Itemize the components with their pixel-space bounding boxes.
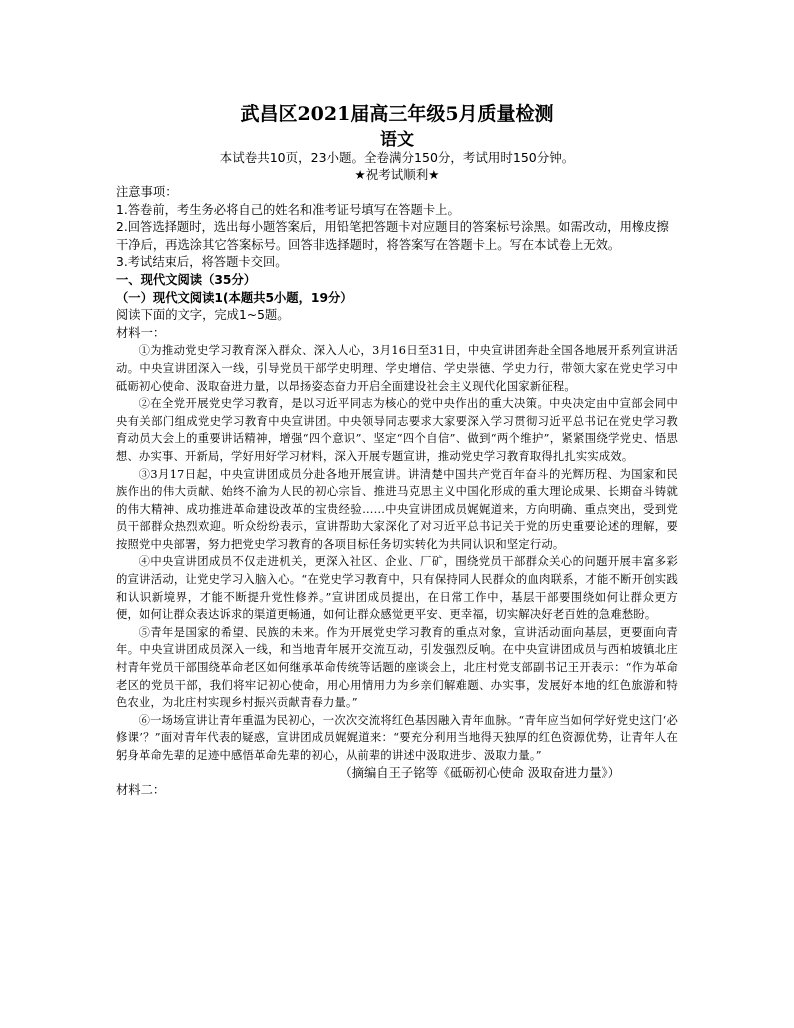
notice-item-3: 3.考试结束后，将答题卡交回。 (116, 255, 288, 270)
material-1-label: 材料一： (116, 325, 166, 340)
section-heading: 一、现代文阅读（35分） (116, 272, 257, 287)
exam-title: 武昌区2021届高三年级5月质量检测 (240, 103, 554, 125)
notice-item-2: 2.回答选择题时，选出每小题答案后，用铅笔把答题卡对应题目的答案标号涂黑。如需改动，用橡皮擦干净后，再选涂其它答案标号。回答非选择题时，将答案写在答题卡上。写在本试卷上无效。 (116, 220, 669, 252)
exam-wish: ★祝考试顺利★ (354, 167, 440, 182)
material-2-label: 材料二： (116, 783, 166, 798)
reading-instruction: 阅读下面的文字，完成1~5题。 (116, 308, 290, 323)
paragraph-4: ④中央宣讲团成员不仅走进机关，更深入社区、企业、厂矿，围绕党员干部群众关心的问题开展丰富多彩的宣讲活动，让党史学习入脑入心。“在党史学习教育中，只有保持同人民群众的血肉联系，才能不断开创实践和认识新境界，才能不断提升党性修养。”宣讲团成员提出，在日常工作中，基层干部要围绕如何让群众更方便，如何让群众表达诉求的渠道更畅通，如何让群众感觉更平安、更幸福，切实解决好老百姓的急难愁盼。 (116, 555, 678, 622)
section-subheading: （一）现代文阅读1(本题共5小题，19分） (116, 290, 353, 305)
exam-info: 本试卷共10页，23小题。全卷满分150分，考试用时150分钟。 (219, 150, 575, 165)
notice-heading: 注意事项： (116, 185, 178, 199)
paragraph-6: ⑥一场场宣讲让青年重温为民初心，一次次交流将红色基因融入青年血脉。“青年应当如何学好党史这门‘必修课’？”面对青年代表的疑惑，宣讲团成员娓娓道来：“要充分利用当地得天独厚的红色资源优势，让青年人在躬身革命先辈的足迹中感悟革命先辈的初心，从前辈的讲述中汲取进步、汲取力量。” (116, 713, 678, 762)
exam-subject: 语文 (380, 130, 414, 150)
exam-body (116, 184, 678, 800)
paragraph-1: ①为推动党史学习教育深入群众、深入人心，3月16日至31日，中央宣讲团奔赴全国各地展开系列宣讲活动。中央宣讲团深入一线，引导党员干部学史明理、学史增信、学史崇德、学史力行，带领大家在党史学习中砥砺初心使命、汲取奋进力量，以昂扬姿态奋力开启全面建设社会主义现代化国家新征程。 (116, 344, 678, 393)
notice-item-1: 1.答卷前，考生务必将自己的姓名和准考证号填写在答题卡上。 (116, 202, 460, 217)
paragraph-2: ②在全党开展党史学习教育，是以习近平同志为核心的党中央作出的重大决策。中央决定由中宣部会同中央有关部门组成党史学习教育中央宣讲团。中央领导同志要求大家要深入学习贯彻习近平总书记在党史学习教育动员大会上的重要讲话精神，增强“四个意识”、坚定“四个自信”、做到“两个维护”，紧紧围绕学党史、悟思想、办实事、开新局，学好用好学习材料，深入开展专题宣讲，推动党史学习教育取得扎扎实实成效。 (116, 397, 678, 463)
paragraph-5: ⑤青年是国家的希望、民族的未来。作为开展党史学习教育的重点对象，宣讲活动面向基层，更要面向青年。中央宣讲团成员深入一线，和当地青年展开交流互动，引发强烈反响。在中央宣讲团成员与西柏坡镇北庄村青年党员干部围绕革命老区如何继承革命传统等话题的座谈会上，北庄村党支部副书记王开表示：“作为革命老区的党员干部，我们将牢记初心使命，用心用情用力为乡亲们解难题、办实事，发展好本地的红色旅游和特色农业，为北庄村实现乡村振兴贡献青春力量。” (116, 625, 678, 710)
material-source: （摘编自王子铭等《砥砺初心使命 汲取奋进力量》） (339, 765, 620, 780)
paragraph-3: ③3月17日起，中央宣讲团成员分赴各地开展宣讲。讲清楚中国共产党百年奋斗的光辉历程、为国家和民族作出的伟大贡献、始终不渝为人民的初心宗旨、推进马克思主义中国化形成的重大理论成果、长期奋斗铸就的伟大精神、成功推进革命建设改革的宝贵经验……中央宣讲团成员娓娓道来，方向明确、重点突出，受到党员干部群众热烈欢迎。听众纷纷表示，宣讲帮助大家深化了对习近平总书记关于党的历史重要论述的理解，要按照党中央部署，努力把党史学习教育的各项目标任务切实转化为共同认识和坚定行动。 (116, 467, 678, 551)
